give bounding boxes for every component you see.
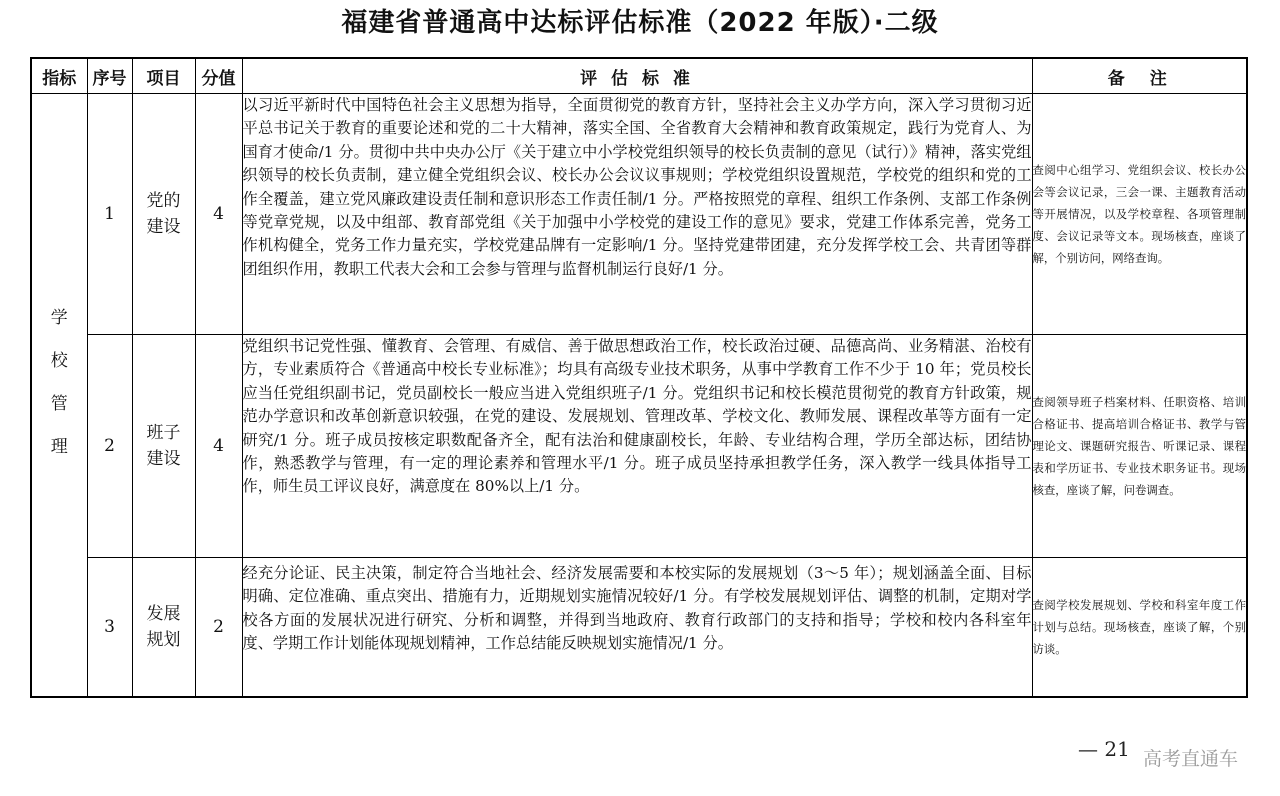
page-number: — 21 [1078, 737, 1130, 761]
indicator-char: 管 [50, 394, 68, 414]
indicator-char: 学 [50, 308, 68, 328]
note-cell: 查阅中心组学习、党组织会议、校长办公会等会议记录，三会一课、主题教育活动等开展情况，以及学校章程、各项管理制度、会议记录等文本。现场核查，座谈了解，个别访问，网络查询。 [1032, 94, 1247, 335]
score-cell: 4 [195, 335, 242, 558]
score-cell: 2 [195, 558, 242, 698]
indicator-char: 校 [50, 351, 68, 371]
item-name: 党的建设 [146, 191, 181, 237]
header-seq: 序号 [87, 58, 132, 94]
seq-cell: 3 [87, 558, 132, 698]
standard-cell: 以习近平新时代中国特色社会主义思想为指导，全面贯彻党的教育方针，坚持社会主义办学方向，深入学习贯彻习近平总书记关于教育的重要论述和党的二十大精神，落实全国、全省教育大会精神和教育政策规定，践行为党育人、为国育才使命/1 分。贯彻中共中央办公厅《关于建立中小学校党组织领导的校长负责制的意见（试行）》精神，落实党组织领导的校长负责制，建立健全党组织会议、校长办公会议议事规则；学校党组织设置规范，学校党的组织和党的工作全覆盖，建立党风廉政建设责任制和意识形态工作责任制/1 分。严格按照党的章程、组织工作条例、支部工作条例等党章党规，以及中组部、教育部党组《关于加强中小学校党的建设工作的意见》要求，党建工作体系完善，党务工作机构健全，党务工作力量充实，学校党建品牌有一定影响/1 分。坚持党建带团建，充分发挥学校工会、共青团等群团组织作用，教职工代表大会和工会参与管理与监督机制运行良好/1 分。 [242, 94, 1032, 335]
header-score: 分值 [195, 58, 242, 94]
item-name: 班子建设 [146, 423, 181, 469]
table-row [31, 335, 1247, 558]
watermark: 高考直通车 [1143, 748, 1239, 770]
indicator-cell [31, 94, 87, 698]
page-title: 福建省普通高中达标评估标准（2022 年版）·二级 [341, 8, 939, 38]
item-cell [132, 335, 195, 558]
standard-cell: 经充分论证、民主决策，制定符合当地社会、经济发展需要和本校实际的发展规划（3～5 年）；规划涵盖全面、目标明确、定位准确、重点突出、措施有力，近期规划实施情况较好/1 分。有学校发展规划评估、调整的机制，定期对学校各方面的发展状况进行研究、分析和调整，并得到当地政府、教育行政部门的支持和指导；学校和校内各科室年度、学期工作计划能体现规划精神，工作总结能反映规划实施情况/1 分。 [242, 558, 1032, 698]
item-cell [132, 94, 195, 335]
item-name: 发展规划 [146, 604, 181, 650]
note-cell: 查阅学校发展规划、学校和科室年度工作计划与总结。现场核查，座谈了解，个别访谈。 [1032, 558, 1247, 698]
item-cell [132, 558, 195, 698]
header-item: 项目 [132, 58, 195, 94]
seq-cell: 2 [87, 335, 132, 558]
header-standard: 评 估 标 准 [242, 58, 1032, 94]
note-cell: 查阅领导班子档案材料、任职资格、培训合格证书、提高培训合格证书、教学与管理论文、课题研究报告、听课记录、课程表和学历证书、专业技术职务证书。现场核查，座谈了解，问卷调查。 [1032, 335, 1247, 558]
table-header-row [31, 58, 1247, 94]
header-note: 备 注 [1032, 58, 1247, 94]
indicator-char: 理 [50, 437, 68, 457]
evaluation-standards-table [30, 57, 1248, 698]
header-indicator: 指标 [31, 58, 87, 94]
table-row [31, 558, 1247, 698]
seq-cell: 1 [87, 94, 132, 335]
score-cell: 4 [195, 94, 242, 335]
table-row [31, 94, 1247, 335]
standard-cell: 党组织书记党性强、懂教育、会管理、有威信、善于做思想政治工作，校长政治过硬、品德高尚、业务精湛、治校有方，专业素质符合《普通高中校长专业标准》；均具有高级专业技术职务，从事中学教育工作不少于 10 年；党员校长应当任党组织副书记，党员副校长一般应当进入党组织班子/1 分。党组织书记和校长模范贯彻党的教育方针政策，规范办学意识和改革创新意识较强，在党的建设、发展规划、管理改革、学校文化、教师发展、课程改革等方面有一定研究/1 分。班子成员按核定职数配备齐全，配有法治和健康副校长，年龄、专业结构合理，学历全部达标，团结协作，熟悉教学与管理，有一定的理论素养和管理水平/1 分。班子成员坚持承担教学任务，深入教学一线具体指导工作，师生员工评议良好，满意度在 80%以上/1 分。 [242, 335, 1032, 558]
